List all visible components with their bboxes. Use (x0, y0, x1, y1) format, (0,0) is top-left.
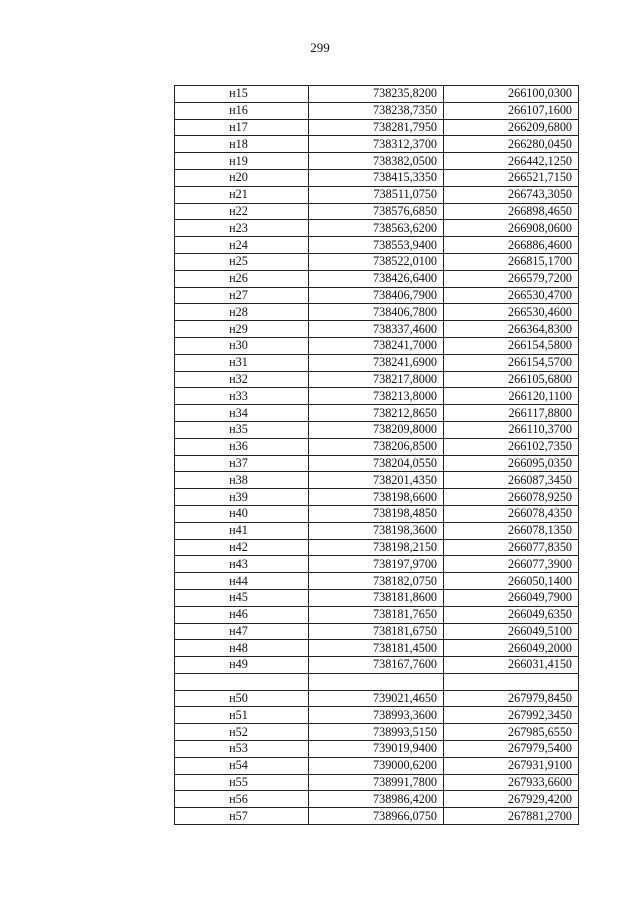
point-id-cell: н37 (175, 455, 309, 472)
y-coordinate-cell: 266209,6800 (444, 119, 579, 136)
table-row (175, 774, 579, 791)
point-id-cell: н27 (175, 287, 309, 304)
point-id-cell: н26 (175, 270, 309, 287)
x-coordinate-cell: 738563,6200 (309, 220, 444, 237)
x-coordinate-cell: 738993,3600 (309, 707, 444, 724)
y-coordinate-cell: 266077,8350 (444, 539, 579, 556)
x-coordinate-cell (309, 673, 444, 690)
table-row (175, 169, 579, 186)
point-id-cell: н33 (175, 388, 309, 405)
coordinates-table-body (175, 86, 579, 825)
y-coordinate-cell: 267985,6550 (444, 724, 579, 741)
table-row (175, 808, 579, 825)
x-coordinate-cell: 738281,7950 (309, 119, 444, 136)
x-coordinate-cell: 738406,7900 (309, 287, 444, 304)
table-row (175, 371, 579, 388)
point-id-cell: н52 (175, 724, 309, 741)
point-id-cell: н55 (175, 774, 309, 791)
table-row (175, 337, 579, 354)
point-id-cell: н42 (175, 539, 309, 556)
x-coordinate-cell: 738204,0550 (309, 455, 444, 472)
x-coordinate-cell: 738993,5150 (309, 724, 444, 741)
y-coordinate-cell: 266154,5700 (444, 354, 579, 371)
point-id-cell: н36 (175, 438, 309, 455)
x-coordinate-cell: 738406,7800 (309, 304, 444, 321)
y-coordinate-cell: 266107,1600 (444, 102, 579, 119)
y-coordinate-cell: 266077,3900 (444, 556, 579, 573)
point-id-cell: н38 (175, 472, 309, 489)
table-row (175, 707, 579, 724)
x-coordinate-cell: 738576,6850 (309, 203, 444, 220)
y-coordinate-cell: 266908,0600 (444, 220, 579, 237)
point-id-cell: н35 (175, 421, 309, 438)
point-id-cell: н43 (175, 556, 309, 573)
table-row (175, 657, 579, 674)
x-coordinate-cell: 738198,3600 (309, 522, 444, 539)
table-row (175, 86, 579, 103)
point-id-cell: н41 (175, 522, 309, 539)
x-coordinate-cell: 738553,9400 (309, 237, 444, 254)
x-coordinate-cell: 738181,4500 (309, 640, 444, 657)
y-coordinate-cell: 267992,3450 (444, 707, 579, 724)
y-coordinate-cell: 266049,5100 (444, 623, 579, 640)
point-id-cell: н30 (175, 337, 309, 354)
table-row (175, 102, 579, 119)
table-row (175, 136, 579, 153)
y-coordinate-cell: 266110,3700 (444, 421, 579, 438)
point-id-cell: н34 (175, 405, 309, 422)
y-coordinate-cell: 266530,4600 (444, 304, 579, 321)
x-coordinate-cell: 738198,2150 (309, 539, 444, 556)
point-id-cell: н24 (175, 237, 309, 254)
y-coordinate-cell: 266117,8800 (444, 405, 579, 422)
y-coordinate-cell: 266364,8300 (444, 321, 579, 338)
table-row (175, 153, 579, 170)
x-coordinate-cell: 738235,8200 (309, 86, 444, 103)
x-coordinate-cell: 738991,7800 (309, 774, 444, 791)
x-coordinate-cell: 739021,4650 (309, 690, 444, 707)
point-id-cell: н46 (175, 606, 309, 623)
point-id-cell: н50 (175, 690, 309, 707)
table-row (175, 237, 579, 254)
x-coordinate-cell: 738241,6900 (309, 354, 444, 371)
table-row (175, 757, 579, 774)
point-id-cell: н15 (175, 86, 309, 103)
table-row (175, 539, 579, 556)
x-coordinate-cell: 738522,0100 (309, 253, 444, 270)
y-coordinate-cell: 267929,4200 (444, 791, 579, 808)
x-coordinate-cell: 738212,8650 (309, 405, 444, 422)
point-id-cell: н32 (175, 371, 309, 388)
y-coordinate-cell: 266530,4700 (444, 287, 579, 304)
y-coordinate-cell: 266049,7900 (444, 589, 579, 606)
point-id-cell: н28 (175, 304, 309, 321)
x-coordinate-cell: 738241,7000 (309, 337, 444, 354)
table-row (175, 606, 579, 623)
table-row (175, 690, 579, 707)
y-coordinate-cell: 266102,7350 (444, 438, 579, 455)
x-coordinate-cell: 738167,7600 (309, 657, 444, 674)
point-id-cell: н57 (175, 808, 309, 825)
table-row (175, 388, 579, 405)
x-coordinate-cell: 738201,4350 (309, 472, 444, 489)
y-coordinate-cell (444, 673, 579, 690)
x-coordinate-cell: 738181,8600 (309, 589, 444, 606)
table-row (175, 421, 579, 438)
point-id-cell: н31 (175, 354, 309, 371)
y-coordinate-cell: 266078,1350 (444, 522, 579, 539)
y-coordinate-cell: 266521,7150 (444, 169, 579, 186)
y-coordinate-cell: 266442,1250 (444, 153, 579, 170)
y-coordinate-cell: 266743,3050 (444, 186, 579, 203)
table-row (175, 741, 579, 758)
y-coordinate-cell: 267979,8450 (444, 690, 579, 707)
y-coordinate-cell: 266105,6800 (444, 371, 579, 388)
point-id-cell: н54 (175, 757, 309, 774)
y-coordinate-cell: 267881,2700 (444, 808, 579, 825)
y-coordinate-cell: 266078,9250 (444, 489, 579, 506)
x-coordinate-cell: 738238,7350 (309, 102, 444, 119)
y-coordinate-cell: 266579,7200 (444, 270, 579, 287)
table-row (175, 220, 579, 237)
table-row (175, 321, 579, 338)
point-id-cell: н19 (175, 153, 309, 170)
x-coordinate-cell: 738182,0750 (309, 573, 444, 590)
x-coordinate-cell: 738209,8000 (309, 421, 444, 438)
x-coordinate-cell: 738337,4600 (309, 321, 444, 338)
x-coordinate-cell: 738217,8000 (309, 371, 444, 388)
x-coordinate-cell: 738181,6750 (309, 623, 444, 640)
point-id-cell: н45 (175, 589, 309, 606)
point-id-cell: н22 (175, 203, 309, 220)
table-row (175, 573, 579, 590)
x-coordinate-cell: 738206,8500 (309, 438, 444, 455)
point-id-cell: н47 (175, 623, 309, 640)
table-row (175, 556, 579, 573)
point-id-cell: н56 (175, 791, 309, 808)
point-id-cell: н39 (175, 489, 309, 506)
table-row (175, 455, 579, 472)
coordinates-table (174, 85, 579, 825)
y-coordinate-cell: 266280,0450 (444, 136, 579, 153)
x-coordinate-cell: 738181,7650 (309, 606, 444, 623)
table-row (175, 405, 579, 422)
table-row (175, 640, 579, 657)
y-coordinate-cell: 266100,0300 (444, 86, 579, 103)
y-coordinate-cell: 266049,2000 (444, 640, 579, 657)
y-coordinate-cell: 266898,4650 (444, 203, 579, 220)
point-id-cell: н16 (175, 102, 309, 119)
page-number: 299 (310, 40, 330, 55)
table-row (175, 489, 579, 506)
y-coordinate-cell: 267931,9100 (444, 757, 579, 774)
point-id-cell: н40 (175, 505, 309, 522)
table-row (175, 724, 579, 741)
y-coordinate-cell: 266078,4350 (444, 505, 579, 522)
table-row (175, 438, 579, 455)
x-coordinate-cell: 738986,4200 (309, 791, 444, 808)
y-coordinate-cell: 266049,6350 (444, 606, 579, 623)
x-coordinate-cell: 738198,6600 (309, 489, 444, 506)
table-row (175, 589, 579, 606)
x-coordinate-cell: 738198,4850 (309, 505, 444, 522)
point-id-cell: н53 (175, 741, 309, 758)
point-id-cell: н18 (175, 136, 309, 153)
point-id-cell: н21 (175, 186, 309, 203)
y-coordinate-cell: 266031,4150 (444, 657, 579, 674)
table-row (175, 791, 579, 808)
point-id-cell: н23 (175, 220, 309, 237)
y-coordinate-cell: 267933,6600 (444, 774, 579, 791)
x-coordinate-cell: 739019,9400 (309, 741, 444, 758)
y-coordinate-cell: 266050,1400 (444, 573, 579, 590)
y-coordinate-cell: 266886,4600 (444, 237, 579, 254)
point-id-cell: н29 (175, 321, 309, 338)
table-row (175, 253, 579, 270)
point-id-cell: н17 (175, 119, 309, 136)
table-row (175, 522, 579, 539)
x-coordinate-cell: 738426,6400 (309, 270, 444, 287)
table-row (175, 270, 579, 287)
table-row (175, 287, 579, 304)
y-coordinate-cell: 266087,3450 (444, 472, 579, 489)
y-coordinate-cell: 266154,5800 (444, 337, 579, 354)
x-coordinate-cell: 738312,3700 (309, 136, 444, 153)
point-id-cell: н20 (175, 169, 309, 186)
point-id-cell: н44 (175, 573, 309, 590)
y-coordinate-cell: 266120,1100 (444, 388, 579, 405)
point-id-cell: н49 (175, 657, 309, 674)
table-row (175, 119, 579, 136)
x-coordinate-cell: 738511,0750 (309, 186, 444, 203)
point-id-cell: н48 (175, 640, 309, 657)
point-id-cell: н25 (175, 253, 309, 270)
x-coordinate-cell: 738966,0750 (309, 808, 444, 825)
y-coordinate-cell: 267979,5400 (444, 741, 579, 758)
table-row (175, 472, 579, 489)
table-row (175, 354, 579, 371)
x-coordinate-cell: 739000,6200 (309, 757, 444, 774)
table-row (175, 186, 579, 203)
x-coordinate-cell: 738197,9700 (309, 556, 444, 573)
x-coordinate-cell: 738382,0500 (309, 153, 444, 170)
separator-row (175, 673, 579, 690)
table-row (175, 505, 579, 522)
table-row (175, 304, 579, 321)
point-id-cell: н51 (175, 707, 309, 724)
point-id-cell (175, 673, 309, 690)
x-coordinate-cell: 738213,8000 (309, 388, 444, 405)
y-coordinate-cell: 266815,1700 (444, 253, 579, 270)
y-coordinate-cell: 266095,0350 (444, 455, 579, 472)
x-coordinate-cell: 738415,3350 (309, 169, 444, 186)
table-row (175, 623, 579, 640)
table-row (175, 203, 579, 220)
